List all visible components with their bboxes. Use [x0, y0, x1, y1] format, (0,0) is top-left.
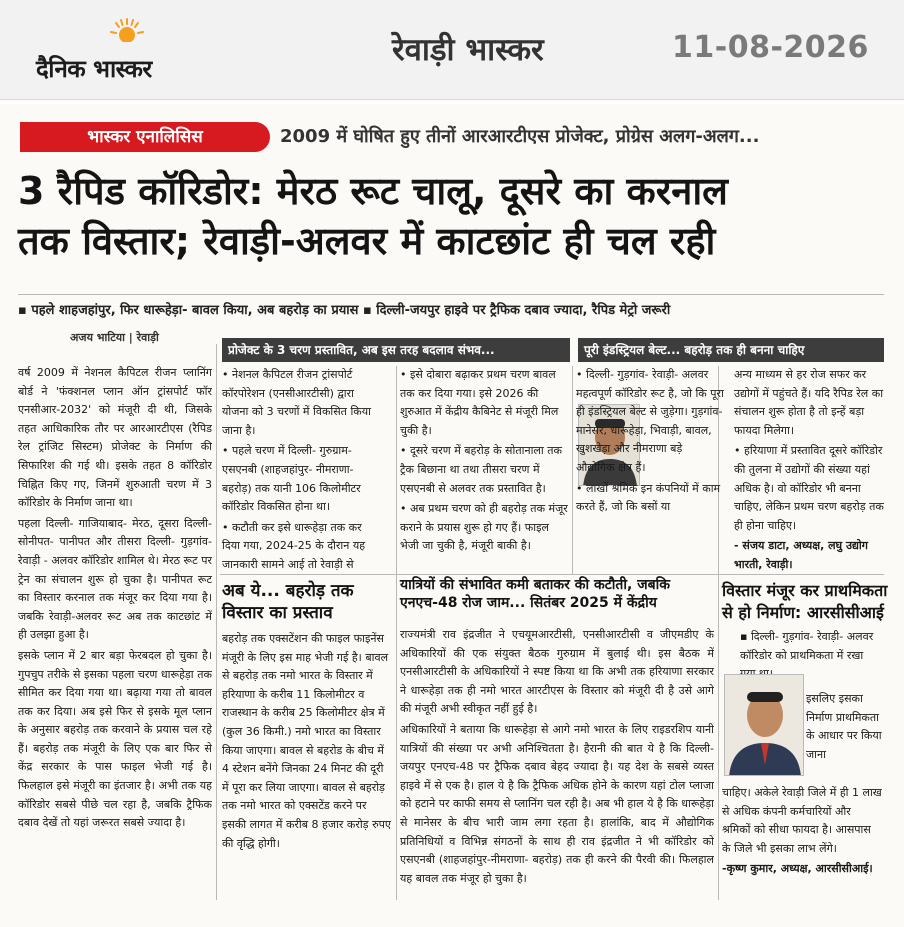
extension-proposal-heading: अब ये... बहरोड़ तक विस्तार का प्रस्ताव [222, 581, 354, 623]
sun-logo-icon [110, 18, 144, 42]
column-divider [396, 366, 397, 900]
bullet-point: • हरियाणा में प्रस्तावित दूसरे कॉरिडोर की तुलना में उद्योगों की संख्या यहां अधिक है। वो कॉरिडोर भी बनना चाहिए, लेकिन प्रथम चरण बहरोड़ तक ही होना चाहिए। [734, 444, 884, 532]
masthead [0, 0, 904, 100]
bullet-point: • दूसरे चरण में बहरोड़ के सोतानाला तक ट्रैक बिछाना था तथा तीसरा चरण में एसएनबी से अलवर तक प्रस्तावित है। [400, 444, 562, 495]
phases-column-1 [222, 366, 372, 574]
bullet-point: • कटौती कर इसे धारूहेड़ा तक कर दिया गया, 2024-25 के दौरान यह जानकारी सामने आई तो रेवाड़ी से [222, 520, 366, 571]
quote-signature: -कृष्ण कुमार, अध्यक्ष, आरसीसीआई। [722, 862, 873, 876]
passenger-cut-heading: यात्रियों की संभावित कमी बताकर की कटौती, जबकि एनएच-48 रोज जाम... सितंबर 2025 में केंद्रीय [400, 577, 670, 611]
paragraph: राज्यमंत्री राव इंद्रजीत ने एचयूमआरटीसी, एनसीआरटीसी व जीएमडीए के अधिकारियों की एक संयुक्त बैठक गुरुग्राम में बुलाई थी। इस बैठक में एनसीआरटीसी के अधिकारियों ने स्पष्ट किया था कि अभी तक हरियाणा सरकार ने धारूहेड़ा तक ही नमो भारत आरटीएस के विस्तार को मंजूरी दी है उसे आगे की मंजूरी अभी स्वीकृत नहीं हुई है। [400, 628, 714, 716]
rcci-body-1: ▪ दिल्ली- गुड़गांव- रेवाड़ी- अलवर कॉरिडोर को प्राथमिकता में रखा [740, 630, 874, 662]
bullet-point: • दिल्ली- गुड़गांव- रेवाड़ी- अलवर महत्वपूर्ण कॉरिडोर रूट है, जो कि पूरा ही इंडस्ट्रियल बेल्ट से जुड़ेगा। गुड़गांव- मानेसर, धारूहेड़ा, भिवाड़ी, बावल, खुशखेड़ा और नीमराणा बड़े औद्योगिक क्षेत्र हैं। [576, 368, 724, 474]
person-portrait-icon [725, 675, 804, 776]
column-divider [572, 366, 573, 574]
logo-wordmark: दैनिक भास्कर [36, 55, 152, 83]
sub-deck: ▪ पहले शाहजहांपुर, फिर धारूहेड़ा- बावल किया, अब बहरोड़ का प्रयास ▪ दिल्ली-जयपुर हाइवे पर ट्रैफिक दबाव ज्यादा, रैपिड मेट्रो जरूरी [18, 303, 671, 318]
bullet-point: • नेशनल कैपिटल रीजन ट्रांसपोर्ट कॉरपोरेशन (एनसीआरटीसी) द्वारा योजना को 3 चरणों में विकसित किया जाना है। [222, 368, 371, 437]
headline-line-1: 3 रैपिड कॉरिडोर: मेरठ रूट चालू, दूसरे का करनाल [18, 169, 728, 213]
body-column-1 [18, 364, 212, 894]
byline: अजय भाटिया | रेवाड़ी [70, 331, 159, 344]
bullet-point: • पहले चरण में दिल्ली- गुरुग्राम- एसएनबी (शाहजहांपुर- नीमराणा- बहरोड़) तक यानी 106 किलोमीटर कॉरिडोर विकसित होना था। [222, 444, 361, 514]
paragraph: पहला दिल्ली- गाजियाबाद- मेरठ, दूसरा दिल्ली- सोनीपत- पानीपत और तीसरा दिल्ली- गुड़गांव- रेवाड़ी - अलवर कॉरिडोर शामिल थे। मेरठ रूट पर ट्रेन का संचालन शुरू हो चुका है। पानीपत रूट का विस्तार करनाल तक मंजूर कर दिया गया है। जबकि रेवाड़ी-अलवर रूट अब तक काटछांट में ही उलझा हुआ है। [18, 516, 212, 642]
edition-name: रेवाड़ी भास्कर [392, 32, 544, 68]
paragraph: अधिकारियों ने बताया कि धारूहेड़ा से आगे नमो भारत के लिए राइडरशिप यानी यात्रियों की संख्या पर अभी अनिश्चितता है। हैरानी की बात ये है कि दिल्ली-जयपुर एनएच-48 पर ट्रैफिक दबाव बेहद ज्यादा है। यह देश के सबसे व्यस्त हाइवे में से एक है। हाल ये है कि ट्रैफिक अधिक होने के कारण यहां टोल प्लाजा को हटाने पर काफी समय से प्लानिंग चल रही है। अब भी हाल ये है कि धारूहेड़ा से मानेसर के बीच भारी जाम लगा रहता है। हालांकि, बाद में औद्योगिक प्रतिनिधियों व विभिन्न संगठनों के साथ ही राव इंद्रजीत ने भी कॉरिडोर को एसएनबी (शाहजहांपुर-नीमराणा- बहरोड़) तक ही करने की पैरवी की। फिलहाल यह बावल तक मंजूर हो चुका है। [400, 722, 714, 885]
rcci-body-3 [722, 784, 882, 898]
paragraph: वर्ष 2009 में नेशनल कैपिटल रीजन प्लानिंग बोर्ड ने 'फंक्शनल प्लान ऑन ट्रांसपोर्ट फॉर एनसीआर-2032' को मंजूरी दी थी, जिसके तहत आधिकारिक तौर पर आरआरटीएस (रैपिड रेल ट्रांजिट सिस्टम) प्रोजेक्ट के निर्माण की सिफारिश की गई थी। इसके तहत 8 कॉरिडोर चिह्नित किए गए, जिनमें शुरुआती चरण में 3 कॉरिडोर के निर्माण जाना था। [18, 366, 212, 510]
passenger-cut-body [400, 626, 714, 898]
column-divider [216, 344, 217, 900]
quote-signature: - संजय डाटा, अध्यक्ष, लघु उद्योग भारती, रेवाड़ी। [734, 539, 868, 571]
phases-column-2 [400, 366, 568, 574]
bullet-point: • अब प्रथम चरण को ही बहरोड़ तक मंजूर कराने के प्रयास शुरू हो गए हैं। फाइल भेजी जा चुकी है, मंजूरी बाकी है। [400, 502, 568, 553]
industrial-belt-column-2 [734, 366, 884, 576]
rcci-heading: विस्तार मंजूर कर प्राथमिकता से हो निर्माण: आरसीसीआई [722, 581, 888, 622]
industrial-belt-column-1 [576, 366, 724, 576]
paragraph: चाहिए। अकेले रेवाड़ी जिले में ही 1 लाख से अधिक कंपनी कर्मचारियों और श्रमिकों को सीधा फायदा है। आसपास के जिले भी इसका लाभ लेंगे। [722, 786, 882, 855]
headline-line-2: तक विस्तार; रेवाड़ी-अलवर में काटछांट ही चल रही [18, 219, 716, 263]
kicker-line: 2009 में घोषित हुए तीनों आरआरटीएस प्रोजेक्ट, प्रोग्रेस अलग-अलग... [280, 126, 760, 147]
extension-proposal-body: बहरोड़ तक एक्सटेंशन की फाइल फाइनेंस मंजूरी के लिए इस माह भेजी गई है। बावल से बहरोड़ तक नमो भारत के विस्तार में हरियाणा के करीब 11 किलोमीटर व राजस्थान के करीब 25 किलोमीटर क्षेत्र में (कुल 36 किमी.) नमो भारत का विस्तार किया जाएगा। बावल से बहरोड के बीच में 4 स्टेशन बनेंगे जिनका 24 मिनट की दूरी में पूरा कर लिया जाएगा। बावल से बहरोड़ तक नमो भारत को एक्सटेंड करने पर इसकी लागत में करीब 8 हजार करोड़ रुपए की वृद्धि होगी। [222, 632, 391, 850]
section-bar-phases: प्रोजेक्ट के 3 चरण प्रस्तावित, अब इस तरह बदलाव संभव... [222, 338, 570, 362]
paragraph: अन्य माध्यम से हर रोज सफर कर उद्योगों में पहुंचते हैं। यदि रैपिड रेल का संचालन शुरू होता है तो इन्हें बड़ा फायदा मिलेगा। [734, 368, 884, 437]
headline-divider [18, 294, 884, 295]
newspaper-clipping [0, 104, 904, 927]
publication-date: 11-08-2026 [672, 30, 869, 65]
dainik-bhaskar-logo[interactable] [36, 18, 216, 88]
section-bar-industrial-belt: पूरी इंडस्ट्रियल बेल्ट... बहरोड़ तक ही बनना चाहिए [578, 338, 884, 362]
paragraph: इसके प्लान में 2 बार बड़ा फेरबदल हो चुका है। गुपचुप तरीके से इसका पहला चरण धारूहेड़ा तक सीमित कर दिया गया था। बढ़ाया गया तो बावल तक कर दिया। अब इसे फिर से इसके मूल प्लान के अनुसार बहरोड़ तक करवाने के प्रयास चल रहे हैं। बहरोड़ तक मंजूरी के लिए एक बार फिर से केंद्र सरकार के पास फाइल भेजी गई है। फिलहाल इसे मंजूरी का इंतजार है। अभी तक यह कॉरिडोर सबसे पीछे चल रहा है, जबकि ट्रैफिक दबाव देखें तो यहां जरूरत सबसे ज्यादा है। [18, 648, 212, 830]
bullet-point: • लाखों श्रमिक इन कंपनियों में काम करते हैं, जो कि बसों या [576, 481, 721, 514]
bullet-point: • इसे दोबारा बढ़ाकर प्रथम चरण बावल तक कर दिया गया। इसे 2026 की शुरुआत में केंद्रीय कैबिनेट से मंजूरी मिल चुकी है। [400, 368, 559, 437]
passenger-cut-heading-box [400, 576, 712, 618]
rcci-body-2: इसलिए इसका निर्माण प्राथमिकता के आधार पर किया जाना [806, 692, 882, 761]
analysis-badge: भास्कर एनालिसिस [20, 122, 270, 152]
main-headline [18, 166, 898, 266]
krishan-kumar-photo [724, 674, 804, 776]
